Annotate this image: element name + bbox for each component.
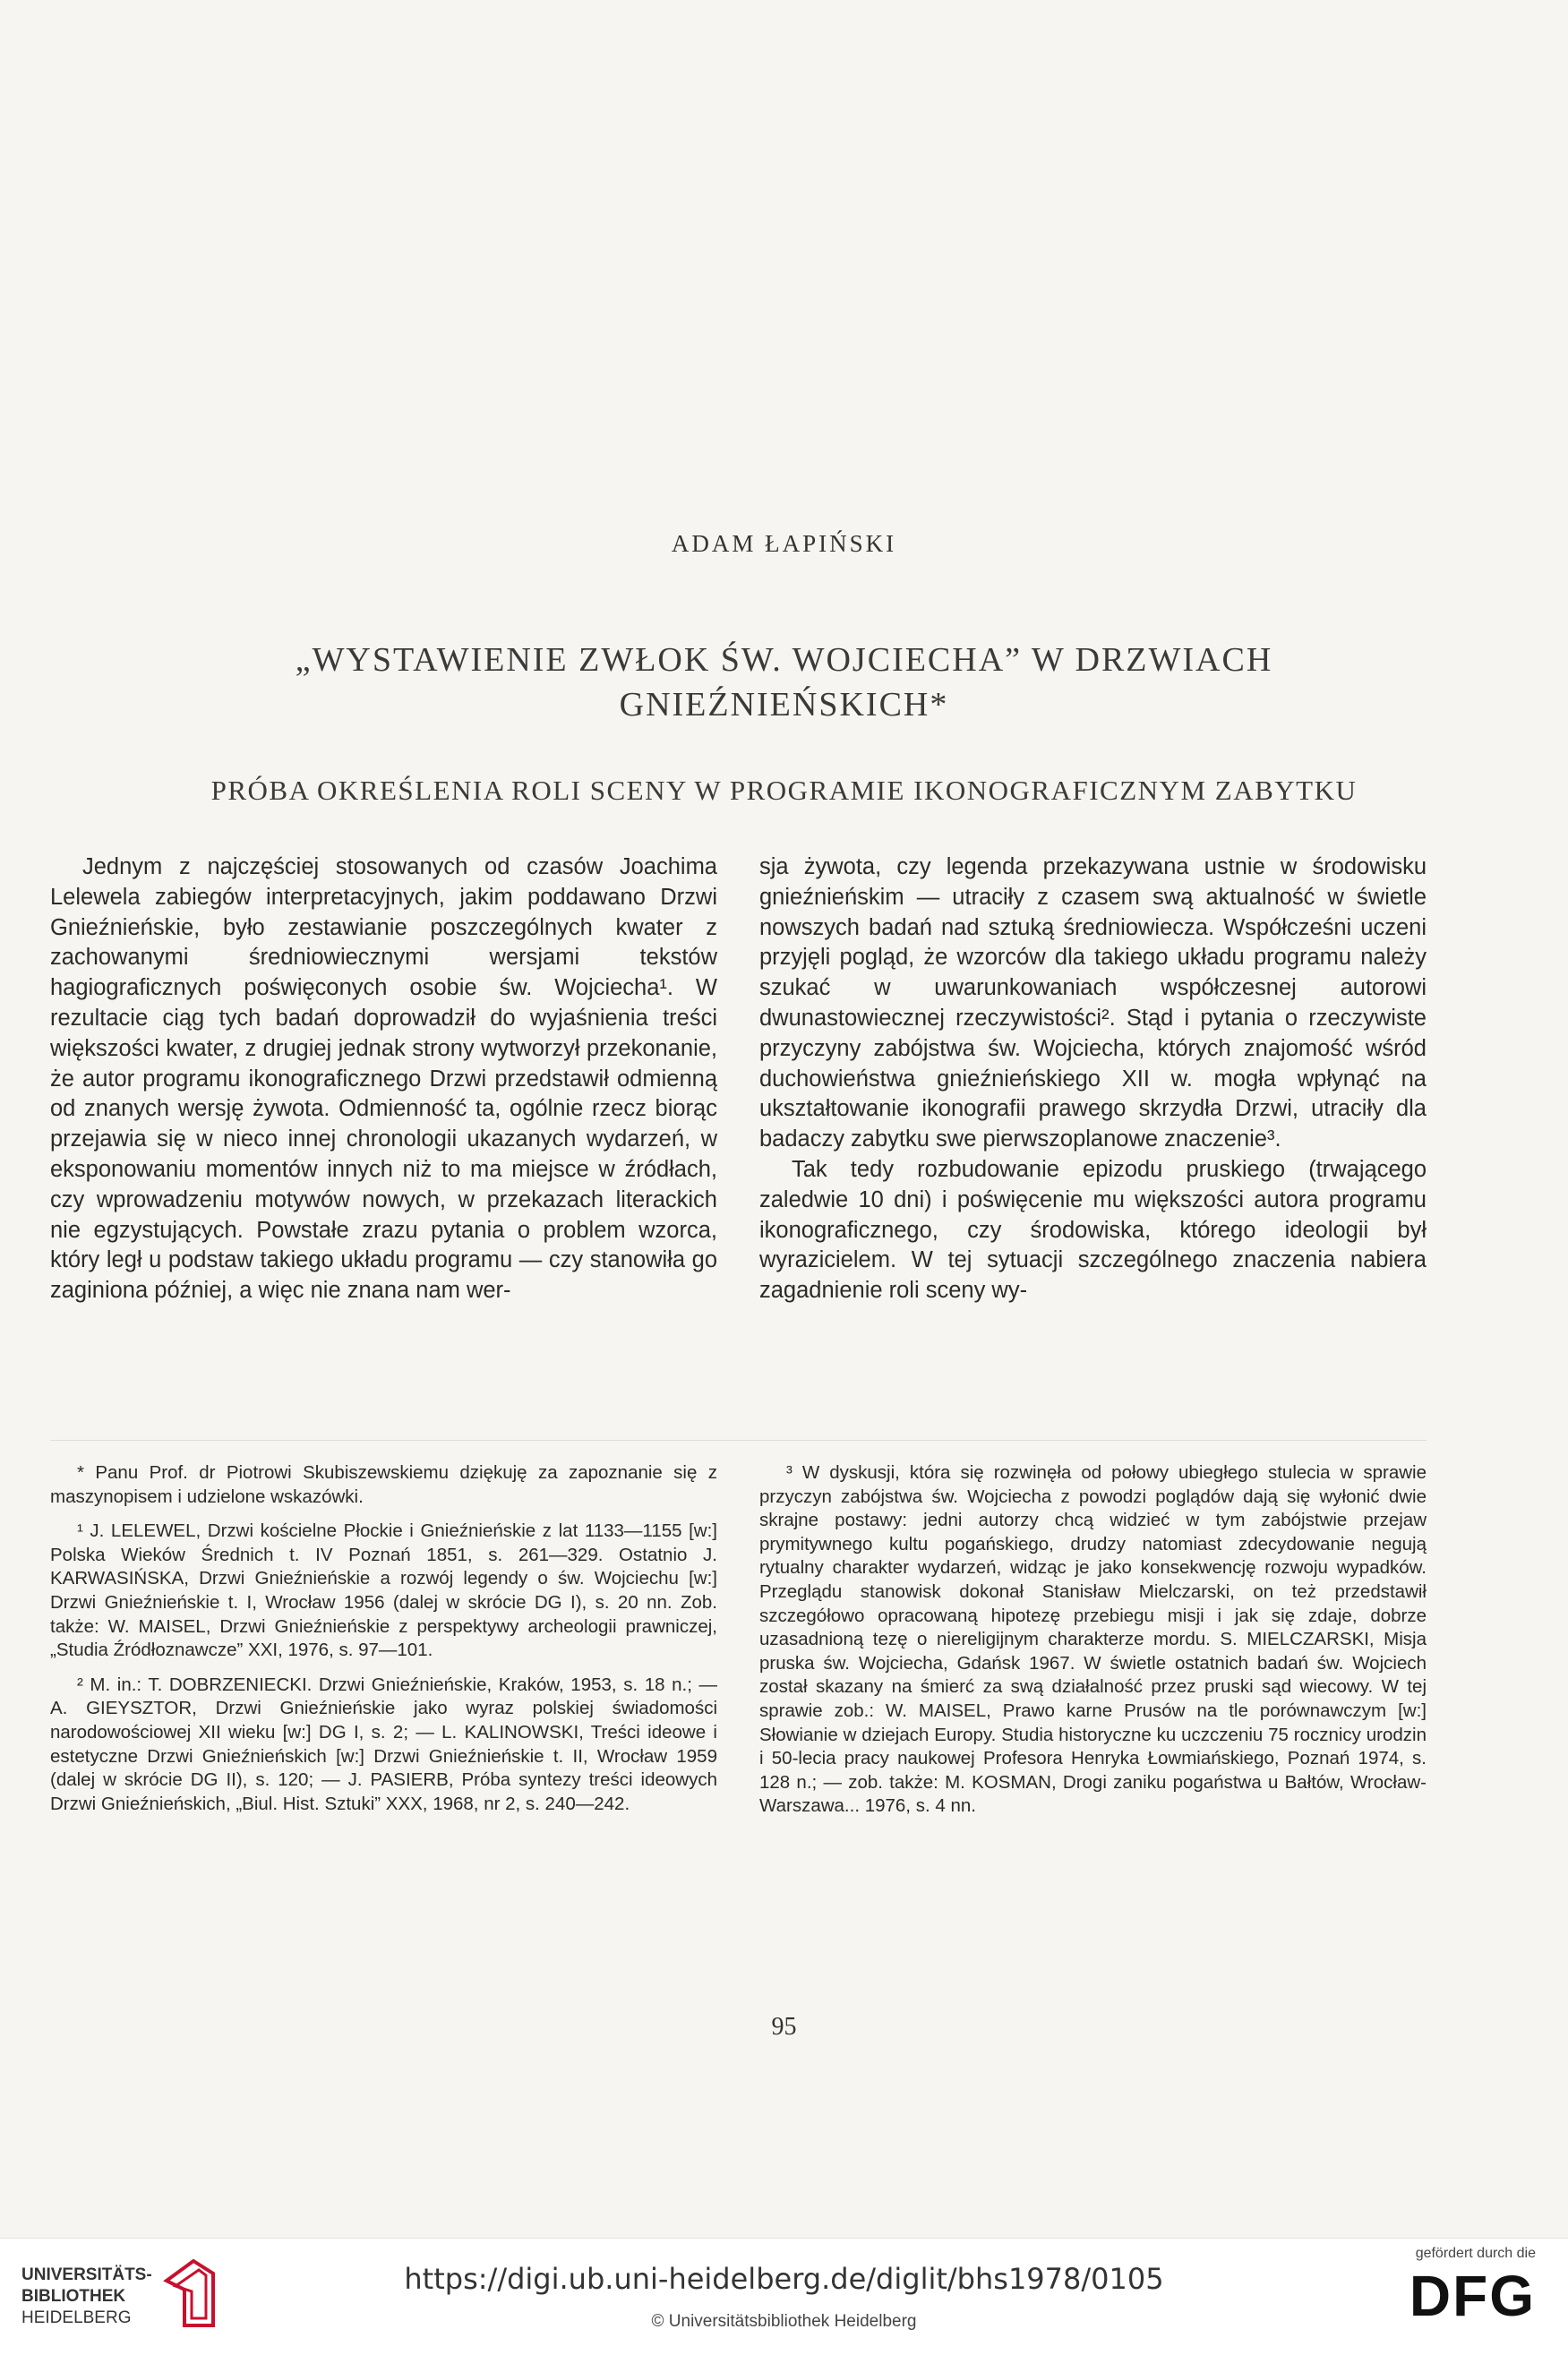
- page-number: 95: [771, 2013, 797, 2041]
- logo-line-2: BIBLIOTHEK: [21, 2287, 126, 2306]
- page-url-link[interactable]: https://digi.ub.uni-heidelberg.de/diglit/bhs1978/0105: [404, 2262, 1164, 2296]
- logo-line-1: UNIVERSITÄTS-: [21, 2265, 152, 2284]
- dfg-caption: gefördert durch die: [1415, 2246, 1536, 2261]
- copyright-notice: © Universitätsbibliothek Heidelberg: [651, 2312, 917, 2331]
- dfg-logo[interactable]: [1366, 2246, 1536, 2344]
- footnote-separator: [50, 1440, 1427, 1441]
- footnote: ² M. in.: T. DOBRZENIECKI. Drzwi Gnieźnieńskie, Kraków, 1953, s. 18 n.; — A. GIEYSZTOR, Drzwi Gnieźnieńskie jako wyraz polskiej świadomości narodowościowej XII wieku [w:] DG I, s. 2; — L. KALINOWSKI, Treści ideowe i estetyczne Drzwi Gnieźnieńskich [w:] Drzwi Gnieźnieńskie t. II, Wrocław 1959 (dalej w skrócie DG II), s. 120; — J. PASIERB, Próba syntezy treści ideowych Drzwi Gnieźnieńskich, „Biul. Hist. Sztuki” XXX, 1968, nr 2, s. 240—242.: [50, 1674, 717, 1814]
- dfg-wordmark: DFG: [1409, 2264, 1536, 2328]
- article-subtitle: PRÓBA OKREŚLENIA ROLI SCENY W PROGRAMIE IKONOGRAFICZNYM ZABYTKU: [210, 775, 1358, 806]
- body-paragraph: Jednym z najczęściej stosowanych od czasów Joachima Lelewela zabiegów interpretacyjnych, jakim poddawano Drzwi Gnieźnieńskie, było zestawianie poszczególnych kwater z zachowanymi średniowiecznymi wersjami tekstów hagiograficznych poświęconych osobie św. Wojciecha¹. W rezultacie ciąg tych badań doprowadził do wyjaśnienia treści większości kwater, z drugiej jednak strony wytworzył przekonanie, że autor programu ikonograficznego Drzwi przedstawił odmienną od znanych wersję żywota. Odmienność ta, ogólnie rzecz biorąc przejawia się w nieco innej chronologii ukazanych wydarzeń, w eksponowaniu momentów innych niż to ma miejsce w źródłach, czy wprowadzeniu motywów nowych, w przekazach literackich nie egzystujących. Powstałe zrazu pytania o problem wzorca, który legł u podstaw takiego układu programu — czy stanowiła go zaginiona później, a więc nie znana nam wer-: [50, 854, 717, 1304]
- title-line-1: „WYSTAWIENIE ZWŁOK ŚW. WOJCIECHA” W DRZWIACH: [295, 641, 1273, 679]
- title-line-2: GNIEŹNIEŃSKICH*: [619, 686, 949, 724]
- footnotes-left: [50, 1461, 717, 1827]
- author-name: ADAM ŁAPIŃSKI: [671, 530, 897, 557]
- footnote: ¹ J. LELEWEL, Drzwi kościelne Płockie i Gnieźnieńskie z lat 1133—1155 [w:] Polska Wieków Średnich t. IV Poznań 1851, s. 261—329. Ostatnio J. KARWASIŃSKA, Drzwi Gnieźnieńskie a rozwój legendy o św. Wojciechu [w:] Drzwi Gnieźnieńskie t. I, Wrocław 1956 (dalej w skrócie DG I), s. 20 nn. Zob. także: W. MAISEL, Drzwi Gnieźnieńskie z perspektywy archeologii prawniczej, „Studia Źródłoznawcze” XXI, 1976, s. 97—101.: [50, 1520, 717, 1661]
- body-column-right: [759, 852, 1427, 1306]
- body-column-left: [50, 852, 717, 1306]
- footnote: * Panu Prof. dr Piotrowi Skubiszewskiemu dziękuję za zapoznanie się z maszynopisem i udzielone wskazówki.: [50, 1462, 717, 1507]
- footnote: ³ W dyskusji, która się rozwinęła od połowy ubiegłego stulecia w sprawie przyczyn zabójstwa św. Wojciecha z powodzi poglądów dają się wyłonić dwie skrajne postawy: jedni autorzy chcą widzieć w tym zabójstwie przejaw prymitywnego kultu pogańskiego, drudzy natomiast zdecydowanie negują rytualny charakter wydarzeń, widząc je jako konsekwencję rozwoju wypadków. Przeglądu stanowisk dokonał Stanisław Mielczarski, on też przedstawił szczegółowo opracowaną hipotezę przebiegu misji i jak się zdaje, dobrze uzasadnioną tezę o niereligijnym charakterze mordu. S. MIELCZARSKI, Misja pruska św. Wojciecha, Gdańsk 1967. W świetle ostatnich badań św. Wojciech został skazany na śmierć za swą działalność przez pruski sąd wiecowy. W tej sprawie zob.: W. MAISEL, Prawo karne Prusów na tle porównawczym [w:] Słowianie w dziejach Europy. Studia historyczne ku uczczeniu 75 rocznicy urodzin i 50-lecia pracy naukowej Profesora Henryka Łowmiańskiego, Poznań 1974, s. 128 n.; — zob. także: M. KOSMAN, Drogi zaniku pogaństwa u Bałtów, Wrocław-Warszawa... 1976, s. 4 nn.: [759, 1462, 1427, 1817]
- logo-line-3: HEIDELBERG: [21, 2308, 132, 2327]
- article-title: [0, 638, 1568, 727]
- footnotes-right: [759, 1461, 1427, 1829]
- body-paragraph: sja żywota, czy legenda przekazywana ustnie w środowisku gnieźnieńskim — utraciły z czasem swą aktualność w świetle nowszych badań nad sztuką średniowiecza. Współcześni uczeni przyjęli pogląd, że wzorców dla takiego układu programu należy szukać w uwarunkowaniach współczesnej autorowi dwunastowiecznej rzeczywistości². Stąd i pytania o rzeczywiste przyczyny zabójstwa św. Wojciecha, których znajomość wśród duchowieństwa gnieźnieńskiego XII w. mogła wpłynąć na ukształtowanie ikonografii prawego skrzydła Drzwi, utraciły dla badaczy zabytku swe pierwszoplanowe znaczenie³.: [759, 854, 1427, 1152]
- body-paragraph: Tak tedy rozbudowanie epizodu pruskiego (trwającego zaledwie 10 dni) i poświęcenie mu większości autora programu ikonograficznego, czy środowiska, którego ideologii był wyrazicielem. W tej sytuacji szczególnego znaczenia nabiera zagadnienie roli sceny wy-: [759, 1156, 1427, 1304]
